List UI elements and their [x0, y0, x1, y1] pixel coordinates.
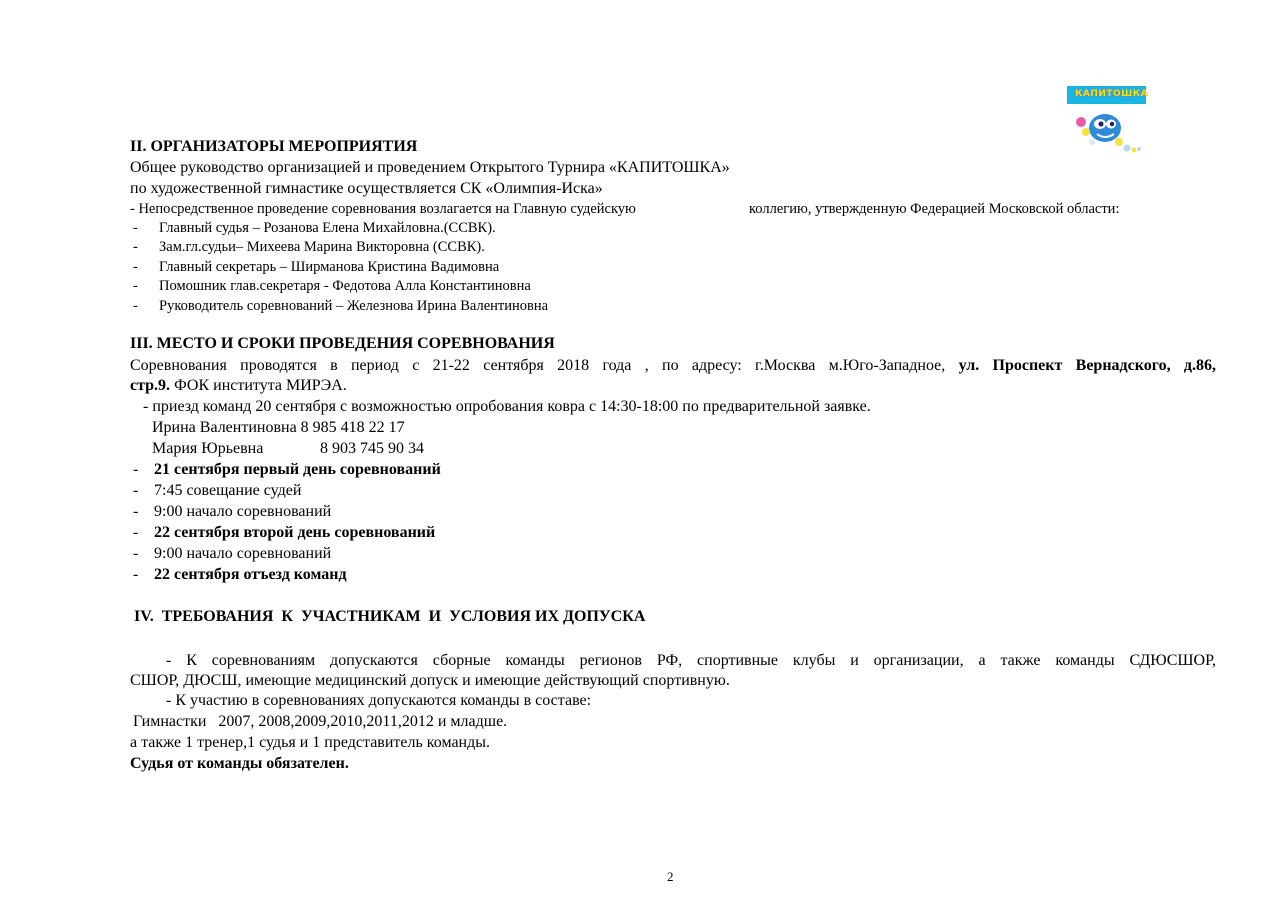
section-4-paragraph-5: Судья от команды обязателен.	[130, 755, 349, 772]
schedule-item: - 7:45 совещание судей	[133, 482, 302, 499]
judge-list-item: - Главный судья – Розанова Елена Михайловна.(ССВК).	[133, 220, 496, 236]
water-drop-icon	[1067, 86, 1149, 155]
schedule-item: - 22 сентября отъезд команд	[133, 566, 347, 583]
section-4-heading: IV. ТРЕБОВАНИЯ К УЧАСТНИКАМ И УСЛОВИЯ ИХ ДОПУСКА	[134, 608, 646, 625]
page-number: 2	[667, 869, 674, 884]
logo-text: КАПИТОШКА	[1075, 89, 1149, 99]
schedule-item: - 9:00 начало соревнований	[133, 503, 332, 520]
contact-maria: Мария Юрьевна 8 903 745 90 34	[152, 440, 424, 457]
arrival-note: - приезд команд 20 сентября с возможностью опробования ковра с 14:30-18:00 по предварительной заявке.	[143, 398, 871, 415]
judge-list-item: - Помошник глав.секретаря - Федотова Алла Константиновна	[133, 278, 531, 294]
section-3-address-line: Соревнования проводятся в период с 21-22 сентября 2018 года , по адресу: г.Москва м.Юго-Западное, ул. Проспект Вернадского, д.86,	[130, 357, 1217, 374]
section-4-paragraph-3: Гимнастки 2007, 2008,2009,2010,2011,2012 и младше.	[133, 713, 508, 730]
section-2-paragraph-3a: - Непосредственное проведение соревнования возлагается на Главную судейскую	[130, 201, 636, 217]
judge-list-item: - Главный секретарь – Ширманова Кристина Вадимовна	[133, 259, 500, 275]
section-4-paragraph-1a: - К соревнованиям допускаются сборные команды регионов РФ, спортивные клубы и организации, а также команды СДЮСШОР,	[166, 652, 1216, 669]
section-2-heading: II. ОРГАНИЗАТОРЫ МЕРОПРИЯТИЯ	[130, 138, 418, 155]
section-3-heading: III. МЕСТО И СРОКИ ПРОВЕДЕНИЯ СОРЕВНОВАНИЯ	[130, 335, 555, 352]
section-4-paragraph-2: - К участию в соревнованиях допускаются команды в составе:	[166, 692, 592, 709]
section-4-paragraph-4: а также 1 тренер,1 судья и 1 представитель команды.	[130, 734, 491, 751]
section-4-paragraph-1b: СШОР, ДЮСШ, имеющие медицинский допуск и имеющие действующий спортивную.	[130, 672, 730, 689]
schedule-item: - 21 сентября первый день соревнований	[133, 461, 441, 478]
section-2-paragraph-1: Общее руководство организацией и проведением Открытого Турнира «КАПИТОШКА»	[130, 159, 730, 176]
section-3-address-line-2: стр.9. ФОК института МИРЭА.	[130, 377, 347, 394]
contact-irina: Ирина Валентиновна 8 985 418 22 17	[152, 419, 405, 436]
schedule-item: - 9:00 начало соревнований	[133, 545, 332, 562]
kapitoshka-logo	[1067, 86, 1149, 155]
section-2-paragraph-3b: коллегию, утвержденную Федерацией Московской области:	[749, 201, 1120, 217]
schedule-item: - 22 сентября второй день соревнований	[133, 524, 436, 541]
section-2-paragraph-2: по художественной гимнастике осуществляется СК «Олимпия-Иска»	[130, 180, 603, 197]
judge-list-item: - Зам.гл.судьи– Михеева Марина Викторовна (ССВК).	[133, 239, 485, 255]
judge-list-item: - Руководитель соревнований – Железнова Ирина Валентиновна	[133, 298, 549, 314]
